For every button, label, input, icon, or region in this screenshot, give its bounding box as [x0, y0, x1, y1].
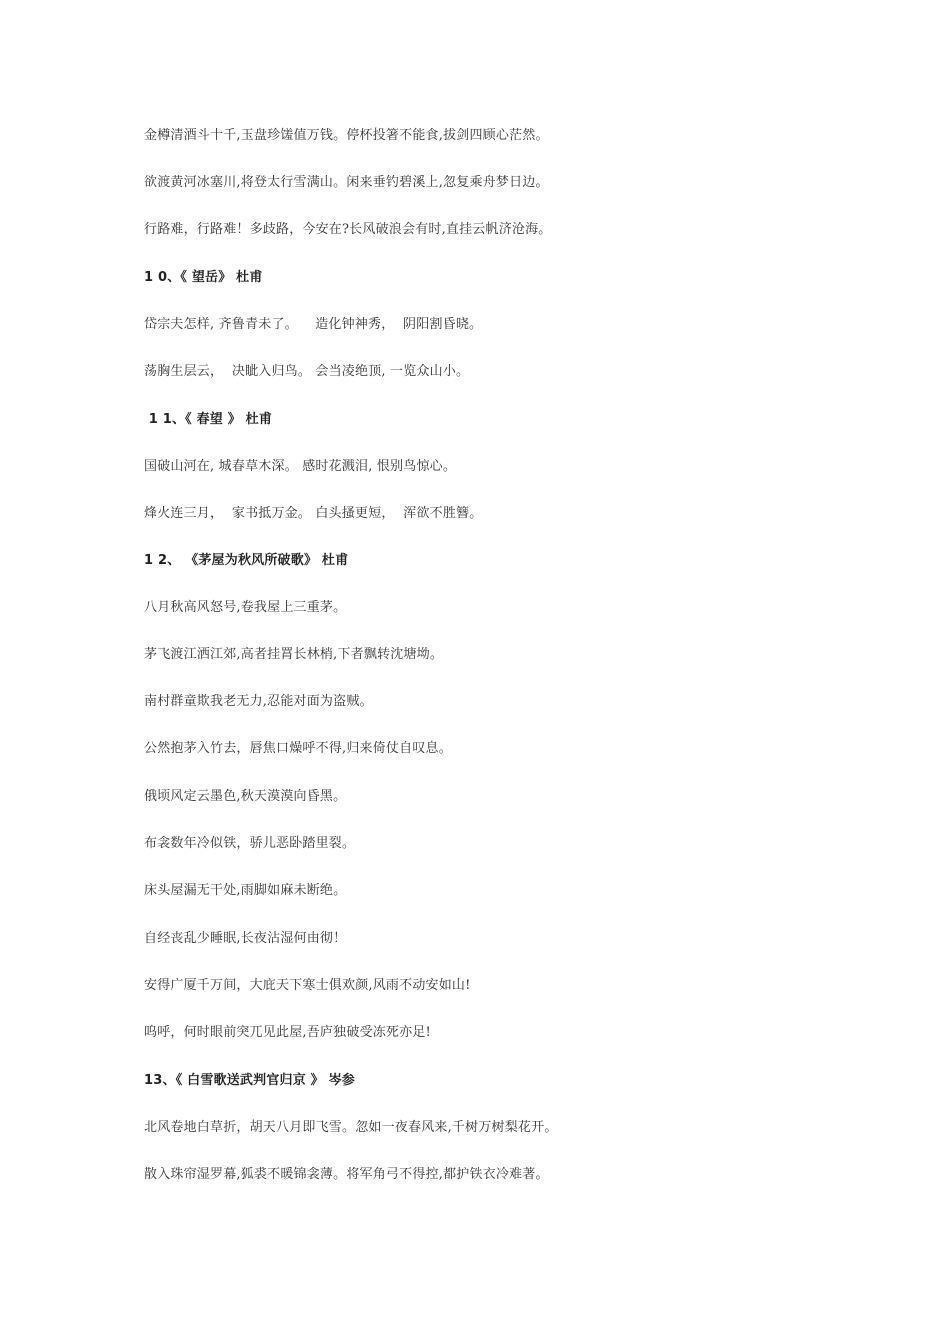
poem-line: 南村群童欺我老无力,忍能对面为盗贼。: [144, 694, 373, 709]
poem-line: 俄顷风定云墨色,秋天漠漠向昏黑。: [144, 789, 347, 804]
poem-heading: 1 0、《 望岳》 杜甫: [144, 270, 263, 285]
poem-line: 行路难，行路难！多歧路，今安在?长风破浪会有时,直挂云帆济沧海。: [144, 222, 552, 237]
poem-line: 岱宗夫怎样, 齐鲁青未了。 造化钟神秀， 阴阳割昏晓。: [144, 317, 483, 332]
poem-heading: 13、《 白雪歌送武判官归京 》 岑参: [144, 1073, 355, 1088]
poem-line: 呜呼，何时眼前突兀见此屋,吾庐独破受冻死亦足!: [144, 1025, 431, 1040]
poem-heading: 1 2、 《茅屋为秋风所破歌》 杜甫: [144, 553, 349, 568]
poem-line: 北风卷地白草折，胡天八月即飞雪。忽如一夜春风来,千树万树梨花开。: [144, 1120, 558, 1135]
poem-line: 金樽清酒斗十千,玉盘珍馐值万钱。停杯投箸不能食,拔剑四顾心茫然。: [144, 128, 549, 143]
poem-line: 自经丧乱少睡眠,长夜沾湿何由彻！: [144, 931, 347, 946]
poem-line: 公然抱茅入竹去，唇焦口燥呼不得,归来倚仗自叹息。: [144, 741, 452, 756]
poem-line: 欲渡黄河冰塞川,将登太行雪满山。闲来垂钓碧溪上,忽复乘舟梦日边。: [144, 175, 549, 190]
poem-line: 荡胸生层云， 决眦入归鸟。 会当凌绝顶, 一览众山小。: [144, 364, 470, 379]
poem-line: 安得广厦千万间，大庇天下寒士俱欢颜,风雨不动安如山!: [144, 978, 471, 993]
poem-line: 床头屋漏无干处,雨脚如麻未断绝。: [144, 883, 347, 898]
poem-line: 茅飞渡江洒江郊,高者挂罥长林梢,下者飘转沈塘坳。: [144, 647, 444, 662]
poem-line: 国破山河在, 城春草木深。 感时花溅泪, 恨别鸟惊心。: [144, 459, 457, 474]
poem-line: 散入珠帘湿罗幕,狐裘不暖锦衾薄。将军角弓不得控,都护铁衣冷难著。: [144, 1167, 549, 1182]
poem-line: 烽火连三月， 家书抵万金。 白头搔更短， 浑欲不胜簪。: [144, 506, 483, 521]
poem-line: 八月秋高风怒号,卷我屋上三重茅。: [144, 600, 347, 615]
poem-heading: 1 1、《 春望 》 杜甫: [144, 412, 273, 427]
poem-line: 布衾数年冷似铁，骄儿恶卧踏里裂。: [144, 836, 356, 851]
